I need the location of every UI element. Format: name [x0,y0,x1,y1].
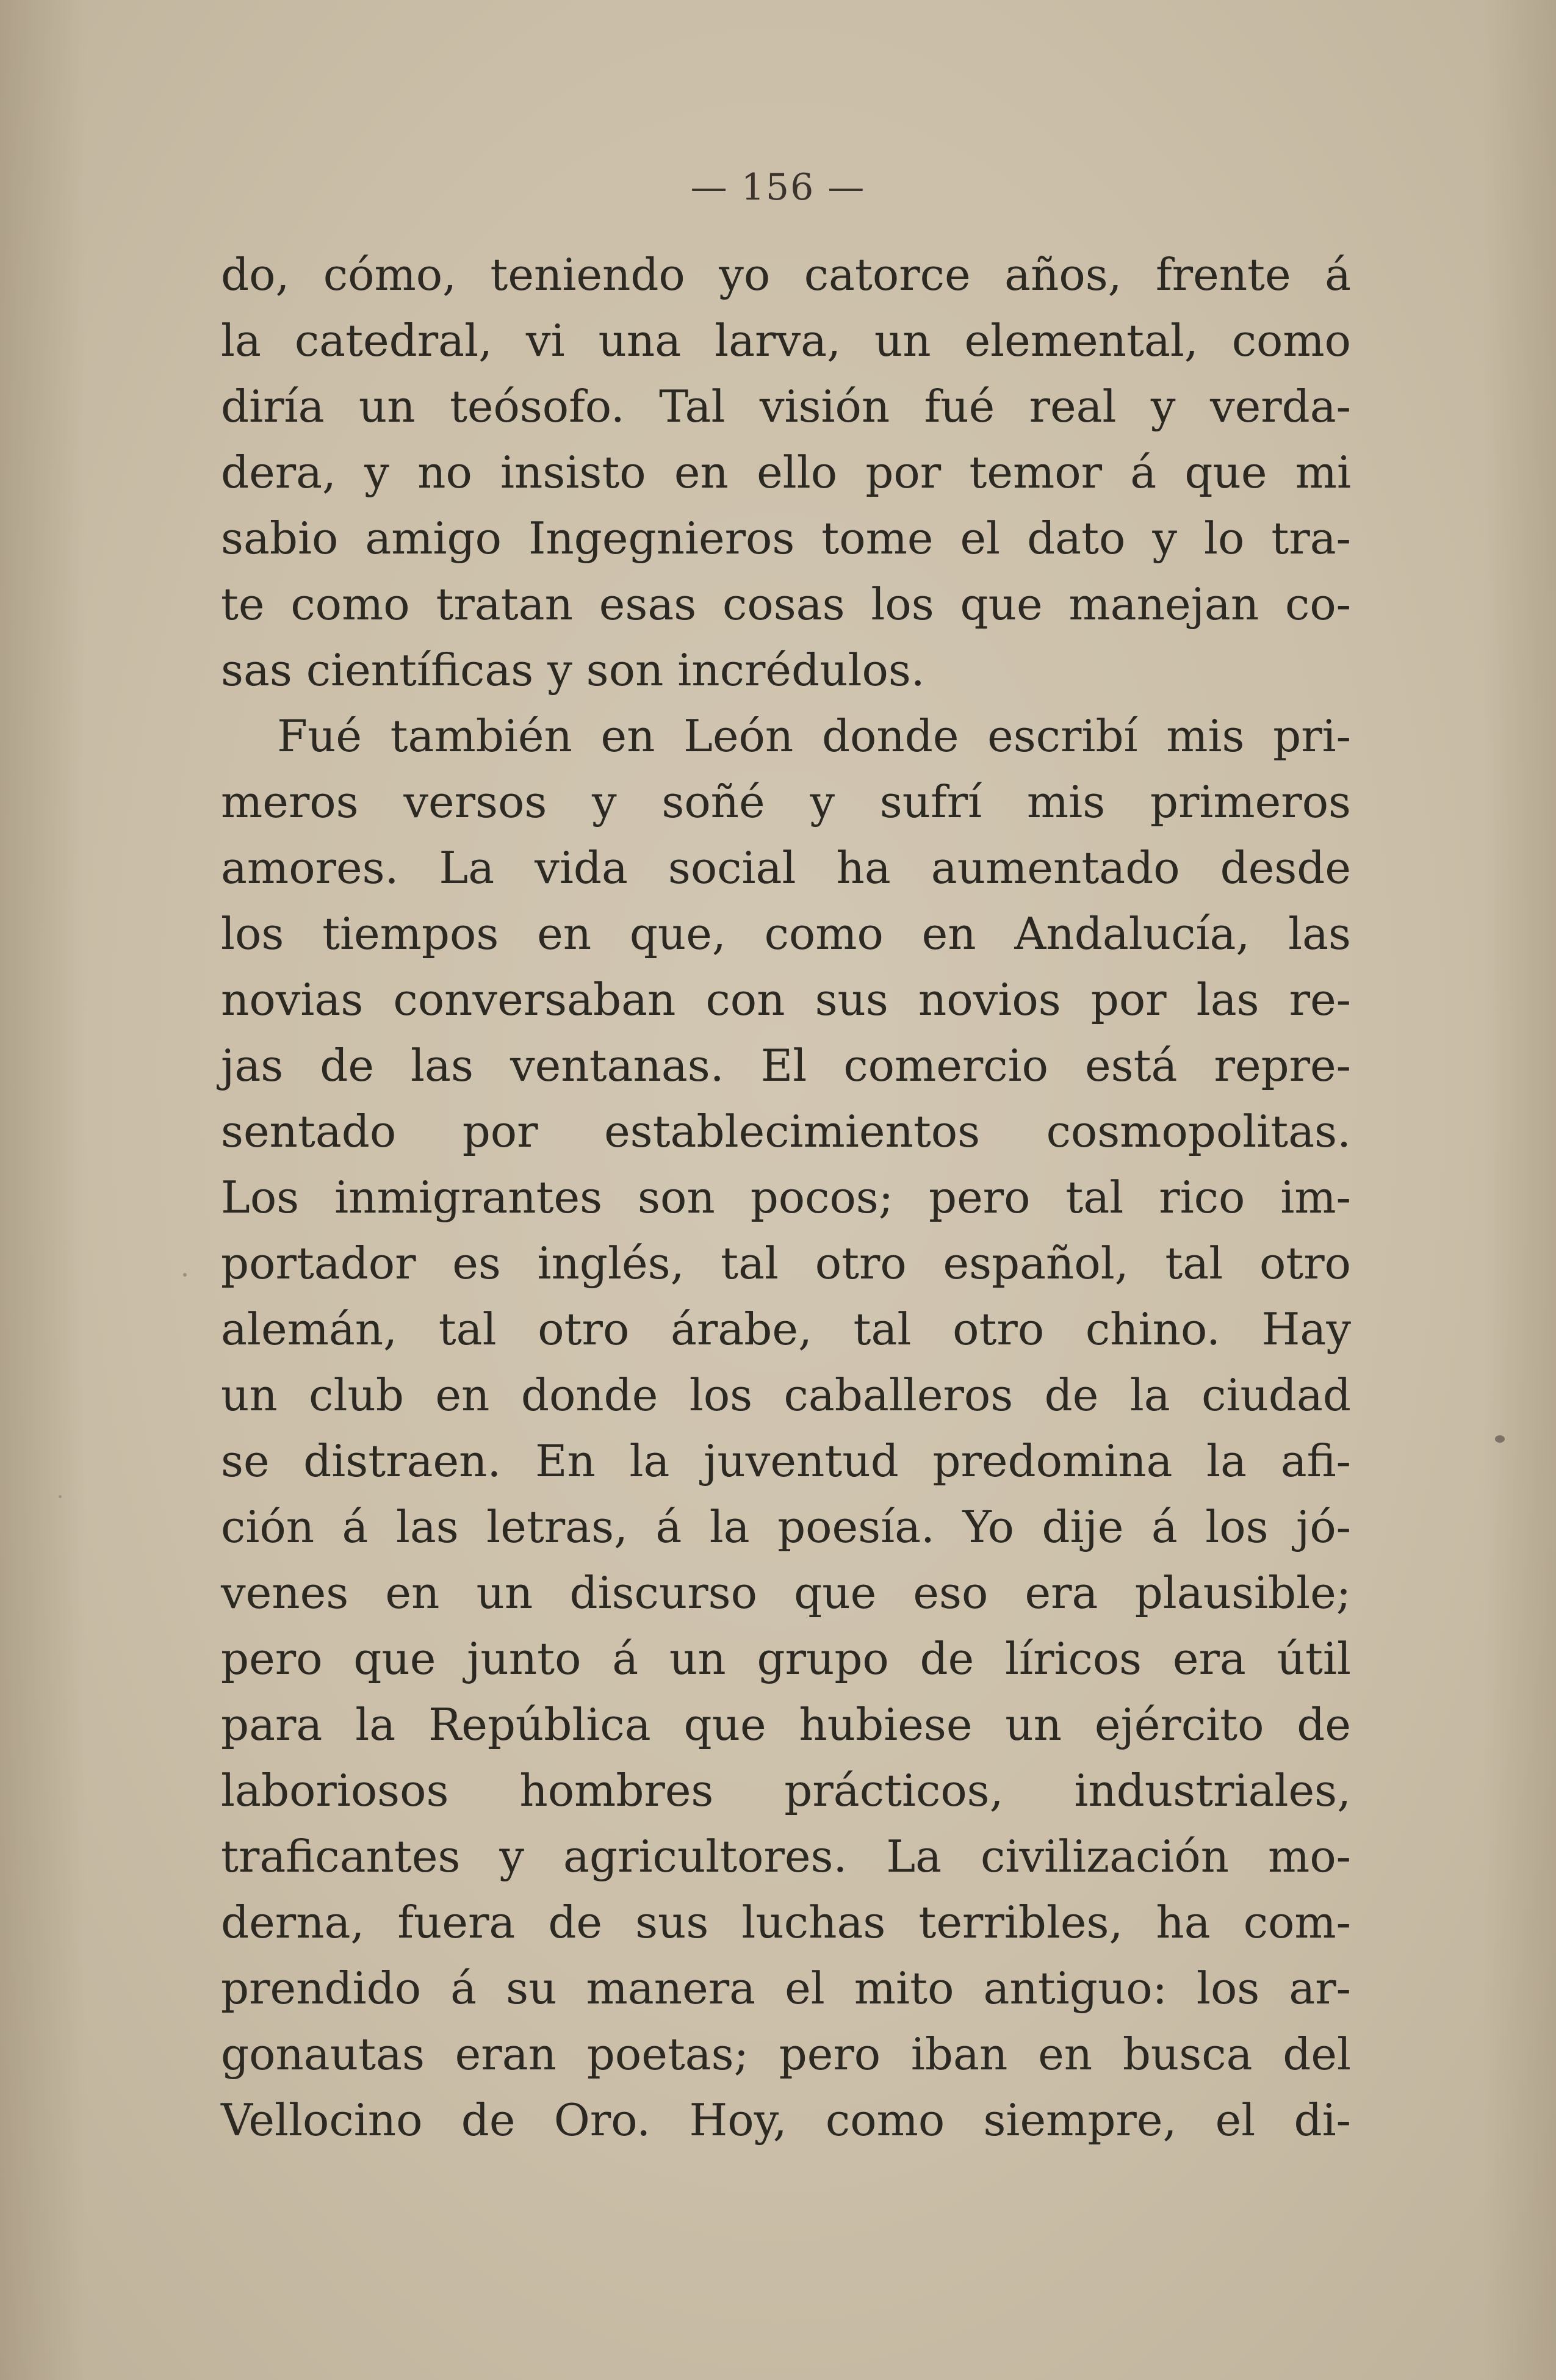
text-line: te como tratan esas cosas los que manejan co- [221,579,1351,630]
text-line: alemán, tal otro árabe, tal otro chino. Hay [221,1304,1351,1355]
paragraph-2 [221,703,1351,2153]
text-line: Los inmigrantes son pocos; pero tal rico im- [221,1172,1351,1223]
text-line: laboriosos hombres prácticos, industriales, [221,1765,1351,1816]
text-line: do, cómo, teniendo yo catorce años, frente á [221,249,1351,300]
text-line: se distraen. En la juventud predomina la afi- [221,1435,1351,1487]
text-line: portador es inglés, tal otro español, tal otro [221,1238,1351,1289]
text-line: derna, fuera de sus luchas terribles, ha com- [221,1897,1351,1948]
body-text [221,242,1351,2153]
text-line: amores. La vida social ha aumentado desde [221,842,1351,893]
text-line: meros versos y soñé y sufrí mis primeros [221,776,1351,828]
text-line: los tiempos en que, como en Andalucía, las [221,908,1351,959]
paper-spot [183,1273,187,1277]
text-line: sabio amigo Ingegnieros tome el dato y lo tra- [221,513,1351,564]
text-line: gonautas eran poetas; pero iban en busca del [221,2028,1351,2080]
text-line: pero que junto á un grupo de líricos era útil [221,1633,1351,1684]
text-line: prendido á su manera el mito antiguo: los ar- [221,1963,1351,2014]
paper-spot [59,1495,62,1498]
text-line: la catedral, vi una larva, un elemental, como [221,315,1351,366]
text-line: un club en donde los caballeros de la ciudad [221,1369,1351,1421]
text-line: venes en un discurso que eso era plausible; [221,1567,1351,1618]
text-line: diría un teósofo. Tal visión fué real y verda- [221,381,1351,432]
page-shadow-left [0,0,85,2380]
text-line: para la República que hubiese un ejército de [221,1699,1351,1750]
text-line: Fué también en León donde escribí mis pri- [277,710,1351,762]
paper-spot [1495,1435,1505,1443]
text-line: jas de las ventanas. El comercio está repre- [221,1040,1351,1091]
paragraph-1 [221,242,1351,703]
text-line: dera, y no insisto en ello por temor á que mi [221,447,1351,498]
text-line: traficantes y agricultores. La civilización mo- [221,1831,1351,1882]
page-shadow-right [1483,0,1556,2380]
text-line: ción á las letras, á la poesía. Yo dije á los jó- [221,1501,1351,1552]
text-line: sentado por establecimientos cosmopolitas. [221,1106,1351,1157]
text-line: Vellocino de Oro. Hoy, como siempre, el di- [221,2094,1351,2146]
page-number: — 156 — [690,166,866,209]
text-line: novias conversaban con sus novios por las re- [221,974,1351,1025]
text-line: sas científicas y son incrédulos. [221,644,925,696]
